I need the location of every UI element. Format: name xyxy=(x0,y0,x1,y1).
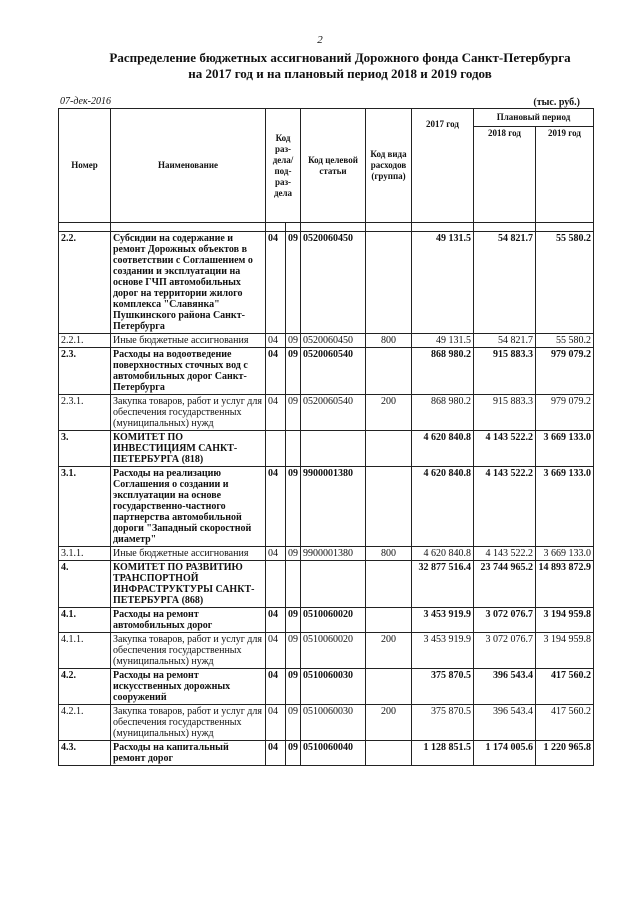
row-2018: 915 883.3 xyxy=(474,348,536,395)
table-row xyxy=(59,608,594,633)
row-2019: 14 893 872.9 xyxy=(536,561,594,608)
row-2017: 49 131.5 xyxy=(412,334,474,348)
row-2018: 4 143 522.2 xyxy=(474,467,536,547)
row-number: 4. xyxy=(59,561,111,608)
row-name: Расходы на ремонт искусственных дорожных сооружений xyxy=(111,669,266,705)
row-number: 4.2.1. xyxy=(59,705,111,741)
spacer-cell xyxy=(536,223,594,232)
row-section: 04 xyxy=(266,467,286,547)
row-target xyxy=(301,431,366,467)
row-name: Закупка товаров, работ и услуг для обеспечения государственных (муниципальных) нужд xyxy=(111,705,266,741)
row-2019: 979 079.2 xyxy=(536,348,594,395)
row-2017: 49 131.5 xyxy=(412,232,474,334)
row-2018: 54 821.7 xyxy=(474,232,536,334)
row-subsection: 09 xyxy=(286,348,301,395)
table-row xyxy=(59,633,594,669)
row-expense-type: 800 xyxy=(366,334,412,348)
row-2019: 55 580.2 xyxy=(536,334,594,348)
row-section: 04 xyxy=(266,633,286,669)
table-row xyxy=(59,561,594,608)
row-target: 0510060030 xyxy=(301,705,366,741)
row-number: 3. xyxy=(59,431,111,467)
document-date: 07-дек-2016 xyxy=(60,96,111,107)
row-target: 0520060450 xyxy=(301,334,366,348)
row-2018: 396 543.4 xyxy=(474,705,536,741)
row-subsection: 09 xyxy=(286,395,301,431)
row-section: 04 xyxy=(266,741,286,766)
spacer-cell xyxy=(59,223,111,232)
table-row xyxy=(59,467,594,547)
row-subsection: 09 xyxy=(286,608,301,633)
row-2018: 54 821.7 xyxy=(474,334,536,348)
row-number: 3.1. xyxy=(59,467,111,547)
row-subsection: 09 xyxy=(286,232,301,334)
row-name: Иные бюджетные ассигнования xyxy=(111,547,266,561)
row-2018: 1 174 005.6 xyxy=(474,741,536,766)
row-number: 2.3. xyxy=(59,348,111,395)
spacer-cell xyxy=(286,223,301,232)
table-row xyxy=(59,741,594,766)
row-2019: 1 220 965.8 xyxy=(536,741,594,766)
row-subsection: 09 xyxy=(286,705,301,741)
row-name: Субсидии на содержание и ремонт Дорожных объектов в соответствии с Соглашением о создании и эксплуатации на основе ГЧП автомобильных дорог на территории жилого комплекса "Славянка" Пушкинского района Санкт-Петербурга xyxy=(111,232,266,334)
row-section: 04 xyxy=(266,608,286,633)
row-target: 0520060540 xyxy=(301,348,366,395)
row-2019: 979 079.2 xyxy=(536,395,594,431)
row-name: Закупка товаров, работ и услуг для обеспечения государственных (муниципальных) нужд xyxy=(111,633,266,669)
row-section: 04 xyxy=(266,348,286,395)
row-target: 0520060540 xyxy=(301,395,366,431)
title-line-2: на 2017 год и на плановый период 2018 и 2019 годов xyxy=(188,66,492,81)
row-expense-type xyxy=(366,348,412,395)
row-name: КОМИТЕТ ПО РАЗВИТИЮ ТРАНСПОРТНОЙ ИНФРАСТРУКТУРЫ САНКТ-ПЕТЕРБУРГА (868) xyxy=(111,561,266,608)
row-2017: 32 877 516.4 xyxy=(412,561,474,608)
header-plan-period: Плановый период xyxy=(474,109,594,127)
row-number: 4.1. xyxy=(59,608,111,633)
row-2019: 55 580.2 xyxy=(536,232,594,334)
row-subsection: 09 xyxy=(286,547,301,561)
row-2017: 1 128 851.5 xyxy=(412,741,474,766)
row-section xyxy=(266,561,286,608)
table-row xyxy=(59,705,594,741)
row-2017: 375 870.5 xyxy=(412,669,474,705)
header-number: Номер xyxy=(59,109,111,223)
row-2017: 868 980.2 xyxy=(412,348,474,395)
row-expense-type: 200 xyxy=(366,705,412,741)
row-2017: 4 620 840.8 xyxy=(412,431,474,467)
row-expense-type xyxy=(366,232,412,334)
table-row xyxy=(59,547,594,561)
row-section: 04 xyxy=(266,547,286,561)
row-expense-type: 800 xyxy=(366,547,412,561)
row-target: 0510060040 xyxy=(301,741,366,766)
header-target-code: Код целевой статьи xyxy=(301,109,366,223)
row-target: 0510060030 xyxy=(301,669,366,705)
row-expense-type xyxy=(366,561,412,608)
spacer-cell xyxy=(266,223,286,232)
row-2019: 417 560.2 xyxy=(536,705,594,741)
row-section: 04 xyxy=(266,395,286,431)
unit-label: (тыс. руб.) xyxy=(533,97,580,108)
row-section: 04 xyxy=(266,334,286,348)
row-subsection xyxy=(286,561,301,608)
row-2018: 3 072 076.7 xyxy=(474,633,536,669)
row-number: 4.2. xyxy=(59,669,111,705)
table-row xyxy=(59,669,594,705)
header-name: Наименование xyxy=(111,109,266,223)
row-2018: 915 883.3 xyxy=(474,395,536,431)
spacer-cell xyxy=(366,223,412,232)
row-2019: 3 194 959.8 xyxy=(536,633,594,669)
row-name: Закупка товаров, работ и услуг для обеспечения государственных (муниципальных) нужд xyxy=(111,395,266,431)
row-subsection: 09 xyxy=(286,741,301,766)
row-2019: 3 669 133.0 xyxy=(536,547,594,561)
row-2018: 396 543.4 xyxy=(474,669,536,705)
row-section xyxy=(266,431,286,467)
row-number: 2.3.1. xyxy=(59,395,111,431)
row-2018: 4 143 522.2 xyxy=(474,547,536,561)
title-line-1: Распределение бюджетных ассигнований Дорожного фонда Санкт-Петербурга xyxy=(109,50,571,65)
row-target: 9900001380 xyxy=(301,467,366,547)
row-subsection: 09 xyxy=(286,467,301,547)
header-2018: 2018 год xyxy=(474,127,536,223)
row-name: Расходы на реализацию Соглашения о создании и эксплуатации на основе государственно-частного партнерства автомобильной дороги "Западный скоростной диаметр" xyxy=(111,467,266,547)
row-number: 2.2.1. xyxy=(59,334,111,348)
spacer-cell xyxy=(301,223,366,232)
row-number: 4.1.1. xyxy=(59,633,111,669)
row-2018: 3 072 076.7 xyxy=(474,608,536,633)
spacer-cell xyxy=(474,223,536,232)
row-2017: 3 453 919.9 xyxy=(412,608,474,633)
row-section: 04 xyxy=(266,705,286,741)
row-subsection: 09 xyxy=(286,633,301,669)
row-2017: 4 620 840.8 xyxy=(412,547,474,561)
row-name: Расходы на ремонт автомобильных дорог xyxy=(111,608,266,633)
row-expense-type: 200 xyxy=(366,633,412,669)
row-subsection: 09 xyxy=(286,334,301,348)
row-subsection xyxy=(286,431,301,467)
row-2019: 3 669 133.0 xyxy=(536,467,594,547)
row-target: 0510060020 xyxy=(301,608,366,633)
row-expense-type: 200 xyxy=(366,395,412,431)
row-2019: 3 194 959.8 xyxy=(536,608,594,633)
budget-table xyxy=(58,108,594,766)
row-2018: 23 744 965.2 xyxy=(474,561,536,608)
table-row xyxy=(59,395,594,431)
table-row xyxy=(59,334,594,348)
header-2019: 2019 год xyxy=(536,127,594,223)
row-name: Расходы на водоотведение поверхностных сточных вод с автомобильных дорог Санкт-Петербурга xyxy=(111,348,266,395)
row-number: 4.3. xyxy=(59,741,111,766)
row-2017: 868 980.2 xyxy=(412,395,474,431)
header-2017: 2017 год xyxy=(412,109,474,223)
row-expense-type xyxy=(366,741,412,766)
row-target xyxy=(301,561,366,608)
header-expense-type-code: Код вида расходов (группа) xyxy=(366,109,412,223)
row-2017: 375 870.5 xyxy=(412,705,474,741)
row-name: КОМИТЕТ ПО ИНВЕСТИЦИЯМ САНКТ-ПЕТЕРБУРГА (818) xyxy=(111,431,266,467)
row-number: 3.1.1. xyxy=(59,547,111,561)
table-row xyxy=(59,348,594,395)
row-number: 2.2. xyxy=(59,232,111,334)
row-expense-type xyxy=(366,669,412,705)
document-title xyxy=(60,50,620,82)
page-number: 2 xyxy=(317,34,323,46)
row-section: 04 xyxy=(266,232,286,334)
row-section: 04 xyxy=(266,669,286,705)
row-expense-type xyxy=(366,608,412,633)
row-name: Расходы на капитальный ремонт дорог xyxy=(111,741,266,766)
spacer-cell xyxy=(111,223,266,232)
row-name: Иные бюджетные ассигнования xyxy=(111,334,266,348)
row-target: 0520060450 xyxy=(301,232,366,334)
row-2018: 4 143 522.2 xyxy=(474,431,536,467)
row-target: 0510060020 xyxy=(301,633,366,669)
row-expense-type xyxy=(366,467,412,547)
row-target: 9900001380 xyxy=(301,547,366,561)
table-row xyxy=(59,431,594,467)
table-row xyxy=(59,232,594,334)
row-2019: 3 669 133.0 xyxy=(536,431,594,467)
row-subsection: 09 xyxy=(286,669,301,705)
row-2017: 4 620 840.8 xyxy=(412,467,474,547)
row-expense-type xyxy=(366,431,412,467)
spacer-cell xyxy=(412,223,474,232)
row-2017: 3 453 919.9 xyxy=(412,633,474,669)
row-2019: 417 560.2 xyxy=(536,669,594,705)
header-section-code: Код раз- дела/ под- раз- дела xyxy=(266,109,301,223)
